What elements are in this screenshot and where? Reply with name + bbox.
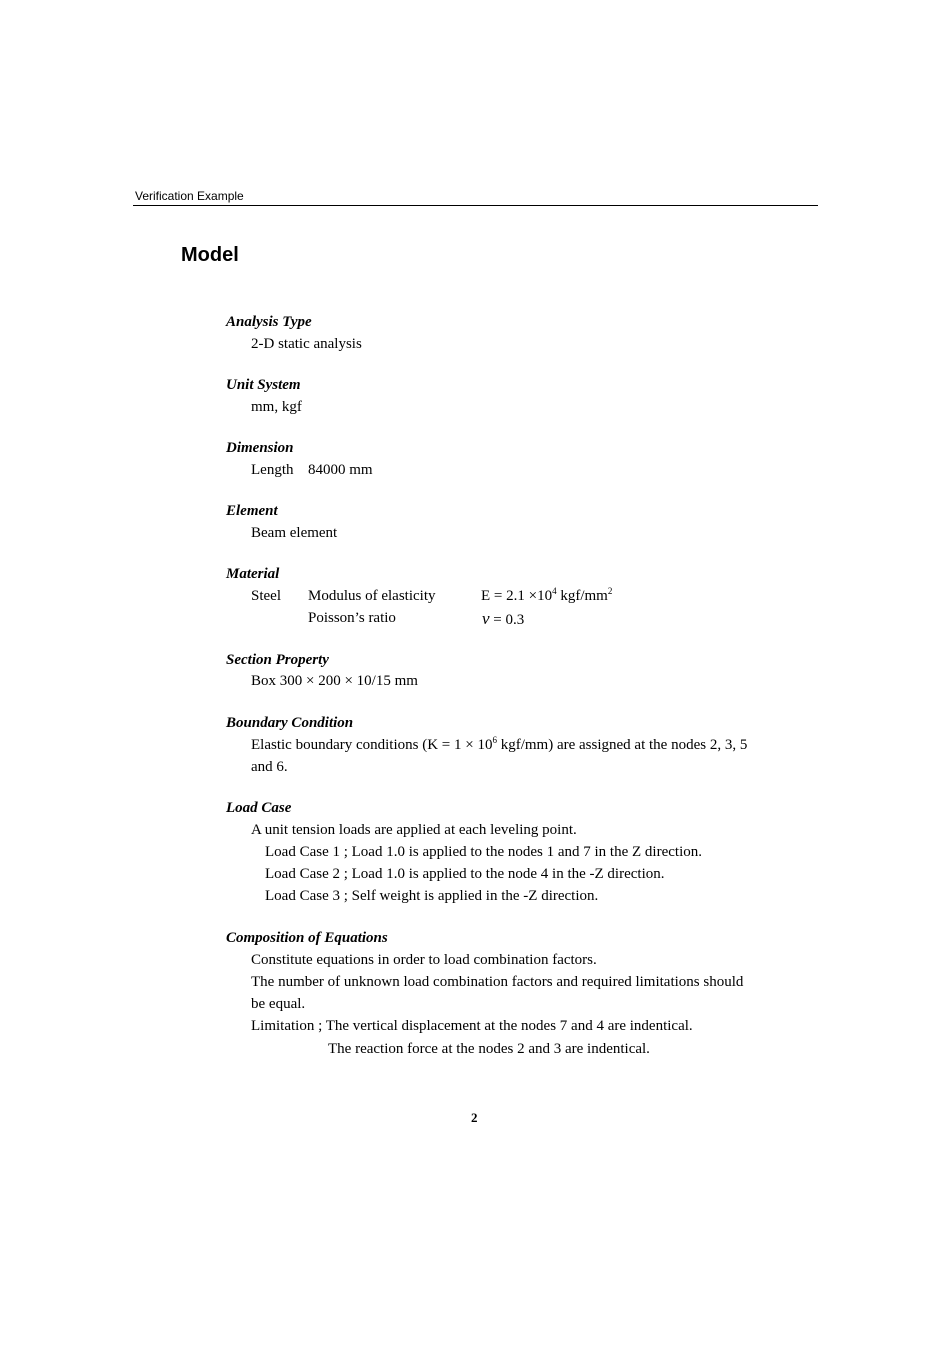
- poisson-label: Poisson’s ratio: [308, 610, 396, 626]
- composition-heading: Composition of Equations: [226, 930, 388, 946]
- material-heading: Material: [226, 566, 280, 582]
- composition-line3: be equal.: [251, 996, 306, 1012]
- dimension-value: 84000 mm: [308, 462, 373, 478]
- boundary-condition-heading: Boundary Condition: [226, 715, 354, 731]
- dimension-label: Length: [251, 462, 294, 478]
- analysis-type-heading: Analysis Type: [226, 314, 312, 330]
- unit-system-heading: Unit System: [226, 377, 301, 393]
- material-name: Steel: [251, 588, 281, 604]
- composition-line5: The reaction force at the nodes 2 and 3 are indentical.: [328, 1041, 650, 1057]
- load-case-intro: A unit tension loads are applied at each leveling point.: [251, 822, 577, 838]
- analysis-type-value: 2-D static analysis: [251, 336, 362, 352]
- dimension-heading: Dimension: [226, 440, 294, 456]
- modulus-label: Modulus of elasticity: [308, 588, 436, 604]
- page-number: 2: [471, 1110, 478, 1125]
- load-case-item: Load Case 3 ; Self weight is applied in the -Z direction.: [265, 888, 599, 904]
- nu-symbol: ν: [482, 609, 490, 628]
- unit-system-value: mm, kgf: [251, 399, 302, 415]
- section-property-value: Box 300 × 200 × 10/15 mm: [251, 673, 418, 689]
- element-heading: Element: [226, 503, 278, 519]
- composition-line1: Constitute equations in order to load combination factors.: [251, 952, 597, 968]
- boundary-condition-line1: Elastic boundary conditions ($K = 1 \times 10^6$ kgf/mm) are assigned at the nodes 2, 3, 5: [251, 735, 748, 753]
- composition-line2: The number of unknown load combination factors and required limitations should: [251, 974, 744, 990]
- section-property-heading: Section Property: [226, 652, 329, 668]
- poisson-value: ν = 0.3: [482, 609, 525, 628]
- load-case-heading: Load Case: [226, 800, 292, 816]
- element-value: Beam element: [251, 525, 338, 541]
- load-case-item: Load Case 1 ; Load 1.0 is applied to the nodes 1 and 7 in the Z direction.: [265, 844, 702, 860]
- modulus-value: $E = 2.1 \times 10^4$ kgf/$mm^2$: [481, 586, 613, 604]
- running-header: Verification Example: [135, 189, 244, 203]
- header-rule: [133, 205, 818, 206]
- load-case-item: Load Case 2 ; Load 1.0 is applied to the node 4 in the -Z direction.: [265, 866, 665, 882]
- page-title: Model: [181, 244, 239, 266]
- composition-line4: Limitation ; The vertical displacement at the nodes 7 and 4 are indentical.: [251, 1018, 693, 1034]
- boundary-condition-line2: and 6.: [251, 759, 288, 775]
